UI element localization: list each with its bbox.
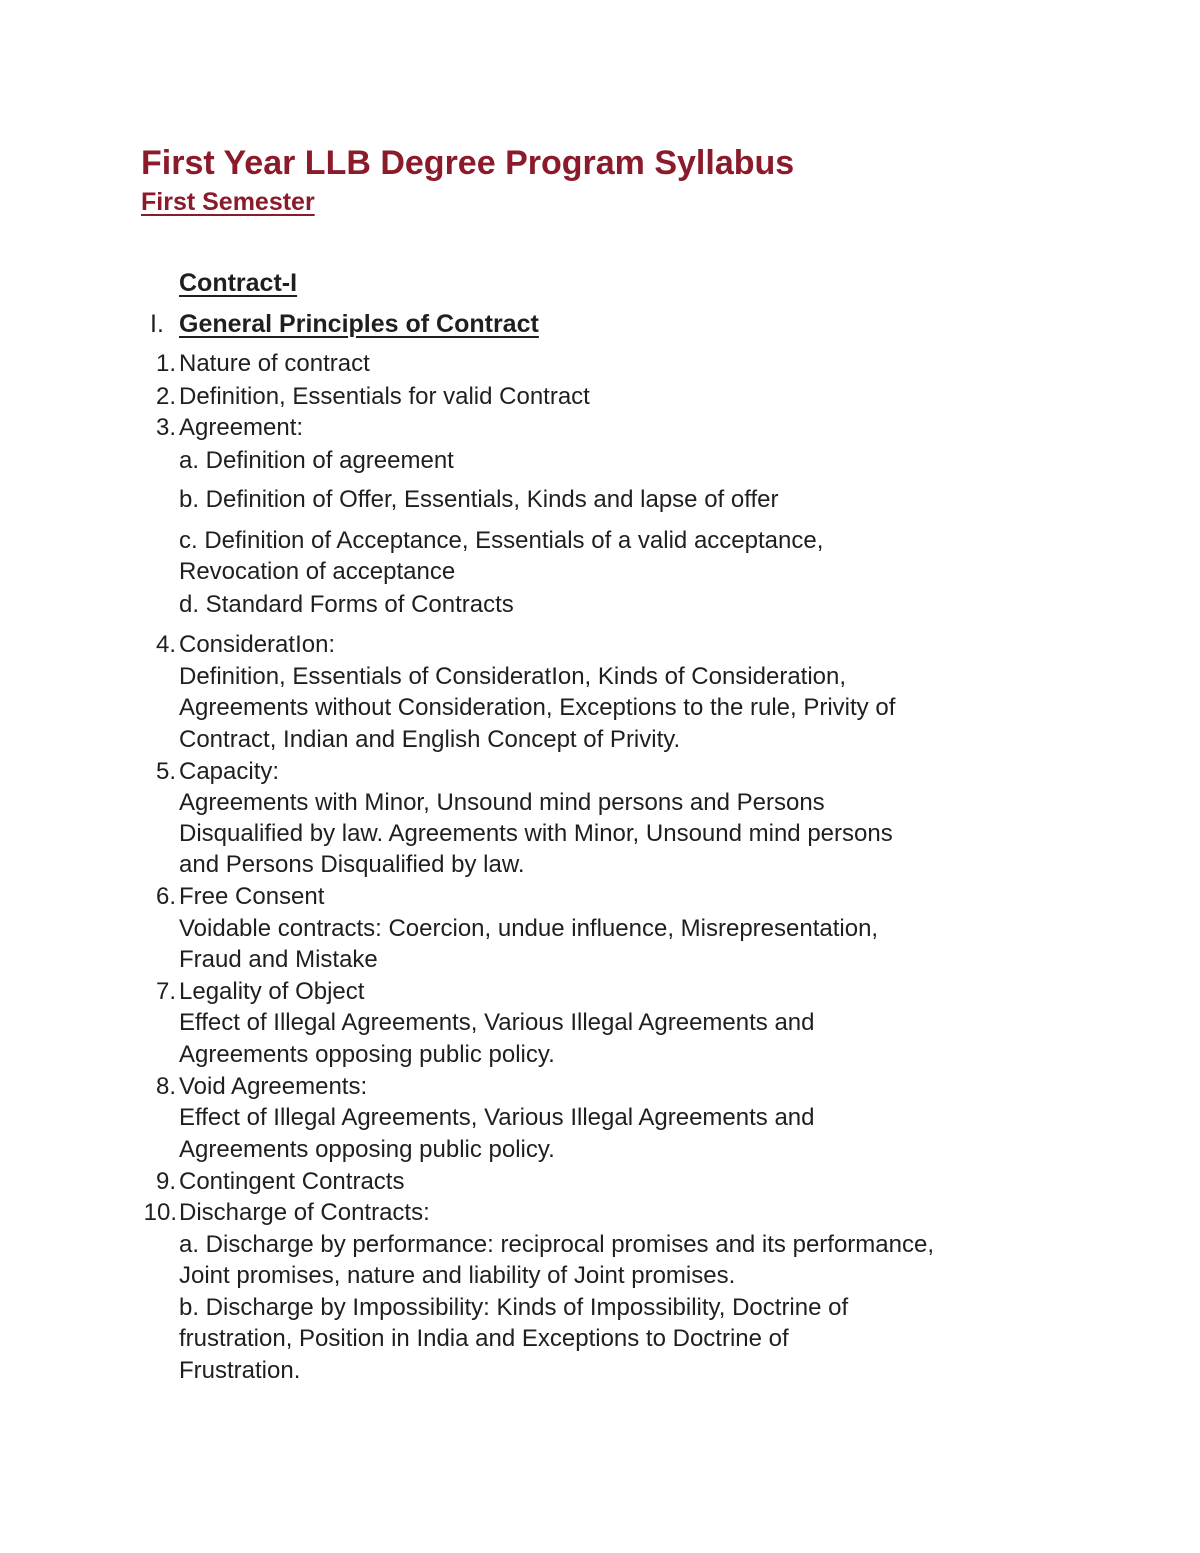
list-item-text: Effect of Illegal Agreements, Various Illegal Agreements and	[179, 1104, 815, 1131]
list-item-number: 5.	[155, 758, 176, 785]
list-item-text: Agreements with Minor, Unsound mind persons and Persons	[179, 789, 825, 816]
list-item-text: Free Consent	[179, 883, 325, 910]
list-item-text: Agreement:	[179, 414, 304, 441]
list-item-text: Contract, Indian and English Concept of Privity.	[179, 726, 681, 753]
list-item-text: Voidable contracts: Coercion, undue influence, Misrepresentation,	[179, 915, 879, 942]
list-item-number: 10.	[143, 1199, 177, 1226]
list-item-text: d. Standard Forms of Contracts	[179, 591, 514, 618]
list-item-text: b. Definition of Offer, Essentials, Kinds and lapse of offer	[179, 486, 779, 513]
list-item-text: ConsideratIon:	[179, 631, 336, 658]
list-item-text: Joint promises, nature and liability of Joint promises.	[179, 1262, 736, 1289]
list-item-number: 3.	[155, 414, 176, 441]
list-item-text: Definition, Essentials of ConsideratIon, Kinds of Consideration,	[179, 663, 847, 690]
list-item-text: Nature of contract	[179, 350, 370, 377]
list-item-number: 1.	[155, 350, 176, 377]
list-item-text: Discharge of Contracts:	[179, 1199, 430, 1226]
list-item-text: Definition, Essentials for valid Contract	[179, 383, 590, 410]
semester-heading: First Semester	[141, 188, 315, 216]
list-item-number: 7.	[155, 978, 176, 1005]
list-item-number: 9.	[155, 1168, 176, 1195]
list-item-number: 8.	[155, 1073, 176, 1100]
list-item-number: 4.	[155, 631, 176, 658]
list-item-text: Effect of Illegal Agreements, Various Illegal Agreements and	[179, 1009, 815, 1036]
list-item-text: frustration, Position in India and Exceptions to Doctrine of	[179, 1325, 789, 1352]
section-title: General Principles of Contract	[179, 310, 539, 338]
list-item-text: Revocation of acceptance	[179, 558, 456, 585]
list-item-text: Agreements opposing public policy.	[179, 1041, 555, 1068]
list-item-text: Frustration.	[179, 1357, 301, 1384]
list-item-text: Capacity:	[179, 758, 280, 785]
list-item-text: a. Definition of agreement	[179, 447, 454, 474]
list-item-number: 2.	[155, 383, 176, 410]
list-item-text: Disqualified by law. Agreements with Minor, Unsound mind persons	[179, 820, 893, 847]
document-title: First Year LLB Degree Program Syllabus	[141, 144, 795, 182]
list-item-text: and Persons Disqualified by law.	[179, 851, 525, 878]
list-item-text: Legality of Object	[179, 978, 365, 1005]
list-item-text: Void Agreements:	[179, 1073, 368, 1100]
list-item-text: a. Discharge by performance: reciprocal promises and its performance,	[179, 1231, 934, 1258]
list-item-text: Agreements without Consideration, Exceptions to the rule, Privity of	[179, 694, 896, 721]
list-item-text: Agreements opposing public policy.	[179, 1136, 555, 1163]
section-number: I.	[150, 310, 164, 338]
list-item-number: 6.	[155, 883, 176, 910]
list-item-text: b. Discharge by Impossibility: Kinds of Impossibility, Doctrine of	[179, 1294, 849, 1321]
subject-heading: Contract-I	[179, 269, 298, 297]
list-item-text: Contingent Contracts	[179, 1168, 405, 1195]
list-item-text: c. Definition of Acceptance, Essentials of a valid acceptance,	[179, 527, 824, 554]
list-item-text: Fraud and Mistake	[179, 946, 378, 973]
